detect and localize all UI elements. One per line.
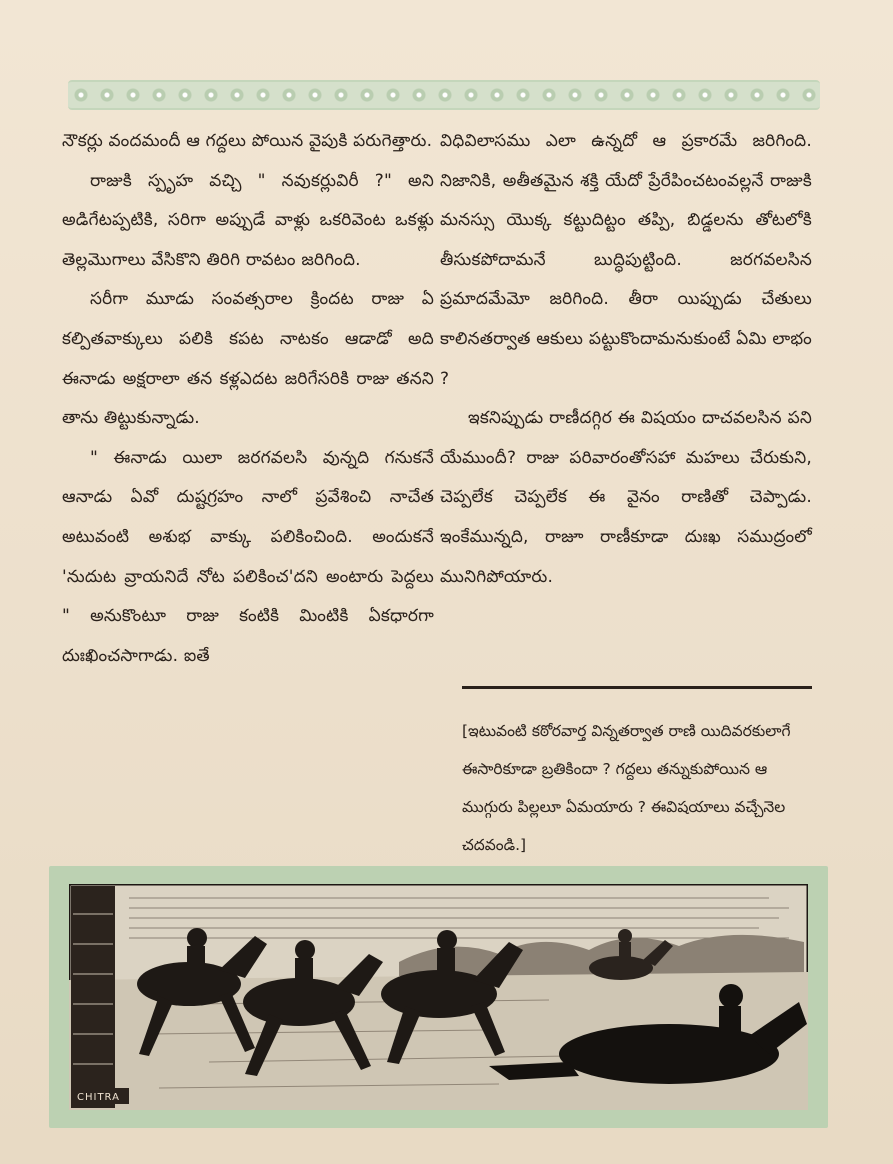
left-text-column: [62, 122, 434, 676]
continuation-note: [ఇటువంటి కఠోరవార్త విన్నతర్వాత రాణి యిదివరకులాగే ఈసారికూడా బ్రతికిందా ? గద్దలు తన్నుకుపోయిన ఆ ముగ్గురు పిల్లలూ ఏమయారు ? ఈవిషయాలు వచ్చేనెల చదవండి.]: [462, 721, 791, 854]
paragraph: రాజుకి స్పృహ వచ్చి " నవుకర్లువిరీ ?" అని అడిగేటప్పటికి, సరిగా అప్పుడే వాళ్లు ఒకరివెంట ఒకళ్లు తెల్లమొగాలు వేసికొని తిరిగి రావటం జరిగింది.: [62, 170, 434, 270]
paragraph: ఇకనిప్పుడు రాణీదగ్గిర ఈ విషయం దాచవలసిన పని యేముందీ? రాజు పరివారంతోసహా మహలు చేరుకుని, చెప్పలేక చెప్పలేక ఈ వైనం రాణితో చెప్పాడు. ఇంకేమున్నది, రాజూ రాణీకూడా దుఃఖ సముద్రంలో మునిగిపోయారు.: [440, 408, 812, 587]
horse-riders-illustration: [49, 866, 828, 1128]
illustration-artwork: [69, 884, 808, 1110]
palace-pillar: [71, 886, 115, 1108]
artist-signature: CHITRA: [77, 1092, 120, 1103]
right-text-column: [440, 122, 812, 597]
section-divider: [462, 686, 812, 689]
paragraph: విధివిలాసము ఎలా ఉన్నదో ఆ ప్రకారమే జరిగింది. నిజానికి, అతీతమైన శక్తి యేదో ప్రేరేపించటంవల్లనే రాజుకి మనస్సు యొక్క కట్టుదిట్టం తప్పి, బిడ్డలను తోటలోకి తీసుకపోదామనే బుద్ధిపుట్టింది. జరగవలసిన ప్రమాదమేమో జరిగింది. తీరా యిప్పుడు చేతులు కాలినతర్వాత ఆకులు పట్టుకొందామనుకుంటే ఏమి లాభం ?: [440, 131, 812, 389]
decorative-border: [68, 80, 820, 110]
paragraph: " ఈనాడు యిలా జరగవలసి వున్నది గనుకనే ఆనాడు ఏవో దుష్టగ్రహం నాలో ప్రవేశించి నాచేత అటువంటి అశుభ వాక్కు పలికించింది. అందుకనే 'నుదుట వ్రాయనిదే నోట పలికించ'దని అంటారు పెద్దలు " అనుకొంటూ రాజు కంటికి మింటికి ఏకధారగా దుఃఖించసాగాడు. ఐతే: [62, 447, 434, 666]
paragraph: సరీగా మూడు సంవత్సరాల క్రిందట రాజు ఏ కల్పితవాక్కులు పలికి కపట నాటకం ఆడాడో అది ఈనాడు అక్షరాలా తన కళ్లఎదట జరిగేసరికి రాజు తనని తాను తిట్టుకున్నాడు.: [62, 289, 434, 429]
paragraph: నౌకర్లు వందమందీ ఆ గద్దలు పోయిన వైపుకి పరుగెత్తారు.: [62, 131, 433, 151]
